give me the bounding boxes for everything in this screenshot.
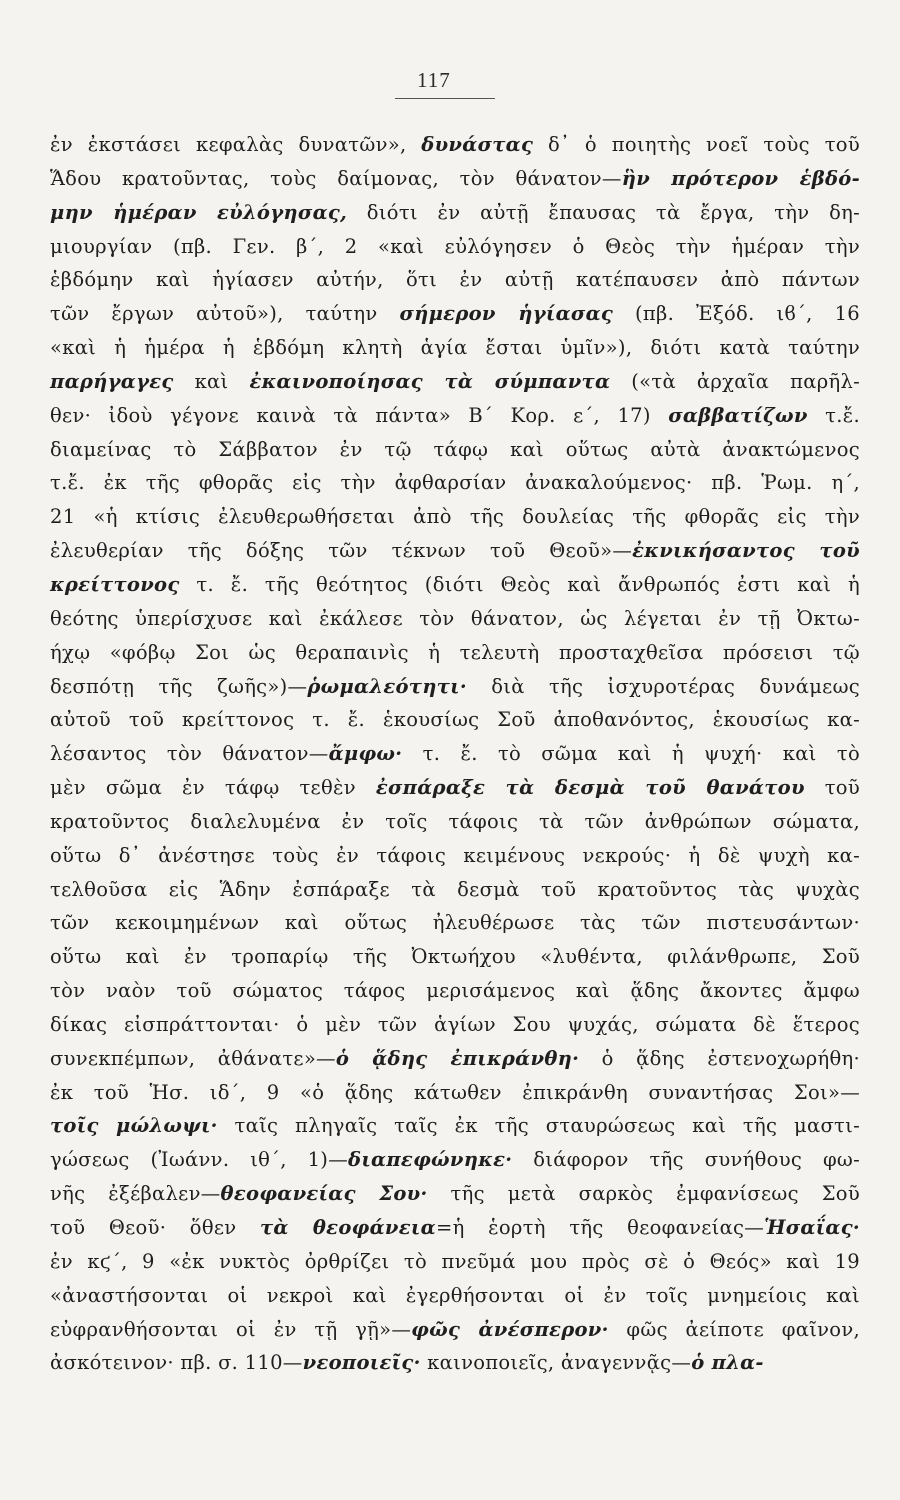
emphasized-lemma: θεοφανείας Σου· (220, 1182, 428, 1206)
text-run: ἑβδόμην καὶ ἡγίασεν αὐτήν, ὅτι ἐν αὐτῇ κατέπαυσεν ἀπὸ πάντων (50, 268, 860, 292)
text-line (50, 839, 860, 873)
text-run: τοῦ Θεοῦ· ὅθεν (50, 1216, 260, 1239)
text-run: γώσεως (Ἰωάνν. ιθ΄, 1)— (50, 1148, 349, 1172)
text-line (50, 974, 860, 1008)
emphasized-lemma: νεοποιεῖς· (302, 1351, 421, 1375)
text-run: δ᾽ ὁ ποιητὴς νοεῖ τοὺς τοῦ (533, 133, 860, 156)
text-line (50, 1143, 860, 1177)
text-run: ἐν κϛ΄, 9 «ἐκ νυκτὸς ὀρθρίζει τὸ πνεῦμά μου πρὸς σὲ ὁ Θεός» καὶ 19 (50, 1249, 860, 1273)
text-run: ὁ ᾅδης ἐστενοχωρήθη· (579, 1046, 860, 1070)
emphasized-lemma: ἄμφω· (328, 742, 403, 766)
text-run: (πβ. Ἐξόδ. ιϐ΄, 16 (613, 302, 860, 326)
text-line (50, 162, 860, 196)
text-run: εὐφρανθήσονται οἱ ἐν τῇ γῇ»— (50, 1317, 412, 1341)
text-run: μὲν σῶμα ἐν τάφῳ τεθὲν (50, 776, 376, 800)
text-run: =ἡ ἑορτὴ τῆς θεοφανείας— (435, 1216, 765, 1239)
text-run: τῶν κεκοιμημένων καὶ οὕτως ἠλευθέρωσε τὰς τῶν πιστευσάντων· (50, 911, 860, 935)
text-line (50, 230, 860, 264)
emphasized-lemma: ἐσπάραξε τὰ δεσμὰ τοῦ θανάτου (375, 776, 805, 800)
text-line (50, 737, 860, 771)
text-run: τ.ἔ. ἐκ τῆς φθορᾶς εἰς τὴν ἀφθαρσίαν ἀνακαλούμενος· πβ. Ῥωμ. η΄, (50, 471, 860, 495)
text-run: τοῦ (804, 776, 861, 800)
emphasized-lemma: ἣν πρότερον ἑβδό- (621, 166, 860, 190)
text-run: δίκας εἰσπράττονται· ὁ μὲν τῶν ἁγίων Σου ψυχάς, σώματα δὲ ἕτερος (50, 1012, 860, 1036)
emphasized-lemma: παρήγαγες (50, 369, 174, 393)
text-line (50, 873, 860, 907)
text-line (50, 1177, 860, 1211)
text-line (50, 466, 860, 500)
text-line (50, 331, 860, 365)
emphasized-lemma: μην ἡμέραν εὐλόγησας, (50, 200, 348, 224)
text-line (50, 500, 860, 534)
text-run: ἐν ἐκστάσει κεφαλὰς δυνατῶν», (50, 133, 422, 156)
emphasized-lemma: ἐκνικήσαντος τοῦ (632, 539, 860, 563)
text-line (50, 1076, 860, 1110)
text-run: 21 «ἡ κτίσις ἐλευθερωθήσεται ἀπὸ τῆς δουλείας τῆς φθορᾶς εἰς τὴν (50, 505, 860, 529)
text-line (50, 1211, 860, 1245)
text-run: «ἀναστήσονται οἱ νεκροὶ καὶ ἐγερθήσονται οἱ ἐν τοῖς μνημείοις καὶ (50, 1283, 860, 1307)
text-run: ἐκ τοῦ Ἡσ. ιδ΄, 9 «ὁ ᾅδης κάτωθεν ἐπικράνθη συναντήσας Σοι»— (50, 1080, 860, 1104)
text-run: συνεκπέμπων, ἀθάνατε»— (50, 1046, 336, 1070)
text-line (50, 1313, 860, 1347)
text-run: διαμείνας τὸ Σάββατον ἐν τῷ τάφῳ καὶ οὕτως αὐτὰ ἀνακτώμενος (50, 437, 860, 461)
text-line (50, 1008, 860, 1042)
text-run: («τὰ ἀρχαῖα παρῆλ- (610, 369, 860, 393)
emphasized-lemma: σήμερον ἡγίασας (399, 302, 614, 326)
text-line (50, 128, 860, 162)
emphasized-lemma: τοῖς μώλωψι· (50, 1114, 218, 1138)
text-run: αὐτοῦ τοῦ κρείττονος τ. ἔ. ἑκουσίως Σοῦ ἀποθανόντος, ἑκουσίως κα- (50, 708, 860, 732)
text-line (50, 365, 860, 399)
text-run: ἀσκότεινον· πβ. σ. 110— (50, 1351, 303, 1375)
text-line (50, 297, 860, 331)
text-line (50, 1346, 860, 1380)
emphasized-lemma: Ἡσαΐας· (764, 1216, 861, 1239)
text-line (50, 196, 860, 230)
text-line (50, 940, 860, 974)
text-line (50, 1245, 860, 1279)
text-run: οὕτω δ᾽ ἀνέστησε τοὺς ἐν τάφοις κειμένους νεκρούς· ἡ δὲ ψυχὴ κα- (50, 843, 860, 867)
text-run: τ. ἔ. τῆς θεότητος (διότι Θεὸς καὶ ἄνθρωπός ἐστι καὶ ἡ (179, 572, 860, 596)
text-run: καὶ (173, 369, 250, 393)
emphasized-lemma: κρείττονος (50, 572, 180, 596)
emphasized-lemma: τὰ θεοφάνεια (260, 1216, 436, 1239)
emphasized-lemma: ὁ πλα- (691, 1351, 764, 1375)
text-run: οὕτω καὶ ἐν τροπαρίῳ τῆς Ὀκτωήχου «λυθέντα, φιλάνθρωπε, Σοῦ (50, 945, 860, 969)
text-run: διότι ἐν αὐτῇ ἔπαυσας τὰ ἔργα, τὴν δη- (347, 200, 860, 224)
emphasized-lemma: ῥωμαλεότητι· (307, 674, 467, 698)
text-line (50, 805, 860, 839)
text-line (50, 636, 860, 670)
text-run: τ.ἔ. (807, 403, 860, 427)
text-line (50, 670, 860, 704)
emphasized-lemma: ὁ ᾅδης ἐπικράνθη· (335, 1046, 580, 1070)
text-run: μιουργίαν (πβ. Γεν. β΄, 2 «καὶ εὐλόγησεν ὁ Θεὸς τὴν ἡμέραν τὴν (50, 234, 860, 258)
text-run: ήχῳ «φόβῳ Σοι ὡς θεραπαινὶς ἡ τελευτὴ προσταχθεῖσα πρόσεισι τῷ (50, 640, 860, 664)
text-line (50, 906, 860, 940)
text-run: θεν· ἰδοὺ γέγονε καινὰ τὰ πάντα» Β΄ Κορ. ε΄, 17) (50, 403, 669, 427)
text-run: τῶν ἔργων αὐτοῦ»), ταύτην (50, 302, 400, 326)
text-run: τ. ἔ. τὸ σῶμα καὶ ἡ ψυχή· καὶ τὸ (402, 742, 860, 766)
text-line (50, 534, 860, 568)
text-run: Ἅδου κρατοῦντας, τοὺς δαίμονας, τὸν θάνατον— (50, 166, 622, 190)
text-run: νῆς ἐξέβαλεν— (50, 1182, 221, 1206)
text-run: ταῖς πληγαῖς ταῖς ἐκ τῆς σταυρώσεως καὶ τῆς μαστι- (217, 1114, 860, 1138)
text-run: διάφορον τῆς συνήθους φω- (512, 1148, 860, 1172)
emphasized-lemma: σαββατίζων (668, 403, 808, 427)
text-run: τὸν ναὸν τοῦ σώματος τάφος μερισάμενος καὶ ᾅδης ἄκοντες ἄμφω (50, 979, 860, 1003)
text-line (50, 1042, 860, 1076)
text-line (50, 602, 860, 636)
commentary-text (50, 128, 860, 1380)
text-line (50, 771, 860, 805)
text-line (50, 703, 860, 737)
text-run: κρατοῦντος διαλελυμένα ἐν τοῖς τάφοις τὰ τῶν ἀνθρώπων σώματα, (50, 809, 860, 833)
text-run: λέσαντος τὸν θάνατον— (50, 742, 329, 766)
text-run: θεότης ὑπερίσχυσε καὶ ἐκάλεσε τὸν θάνατον, ὡς λέγεται ἐν τῇ Ὀκτω- (50, 606, 860, 630)
page-number-rule (395, 98, 495, 99)
text-run: φῶς ἀείποτε φαῖνον, (608, 1317, 860, 1341)
text-line (50, 263, 860, 297)
text-run: ἐλευθερίαν τῆς δόξης τῶν τέκνων τοῦ Θεοῦ»— (50, 539, 633, 563)
text-line (50, 1109, 860, 1143)
emphasized-lemma: δυνάστας (421, 133, 534, 156)
emphasized-lemma: φῶς ἀνέσπερον· (411, 1317, 609, 1341)
text-run: καινοποιεῖς, ἀναγεννᾷς— (420, 1351, 692, 1375)
text-run: δεσπότῃ τῆς ζωῆς»)— (50, 674, 308, 698)
text-line (50, 568, 860, 602)
emphasized-lemma: ἐκαινοποίησας τὰ σύμπαντα (249, 369, 611, 393)
page-number: 117 (417, 68, 451, 92)
text-line (50, 399, 860, 433)
text-line (50, 1279, 860, 1313)
text-run: τελθοῦσα εἰς Ἅδην ἐσπάραξε τὰ δεσμὰ τοῦ κρατοῦντος τὰς ψυχὰς (50, 877, 860, 901)
emphasized-lemma: διαπεφώνηκε· (348, 1148, 513, 1172)
text-run: διὰ τῆς ἰσχυροτέρας δυνάμεως (466, 674, 860, 698)
text-run: τῆς μετὰ σαρκὸς ἐμφανίσεως Σοῦ (427, 1182, 860, 1206)
text-run: «καὶ ἡ ἡμέρα ἡ ἑβδόμη κλητὴ ἁγία ἔσται ὑμῖν»), διότι κατὰ ταύτην (50, 336, 860, 360)
text-line (50, 433, 860, 467)
